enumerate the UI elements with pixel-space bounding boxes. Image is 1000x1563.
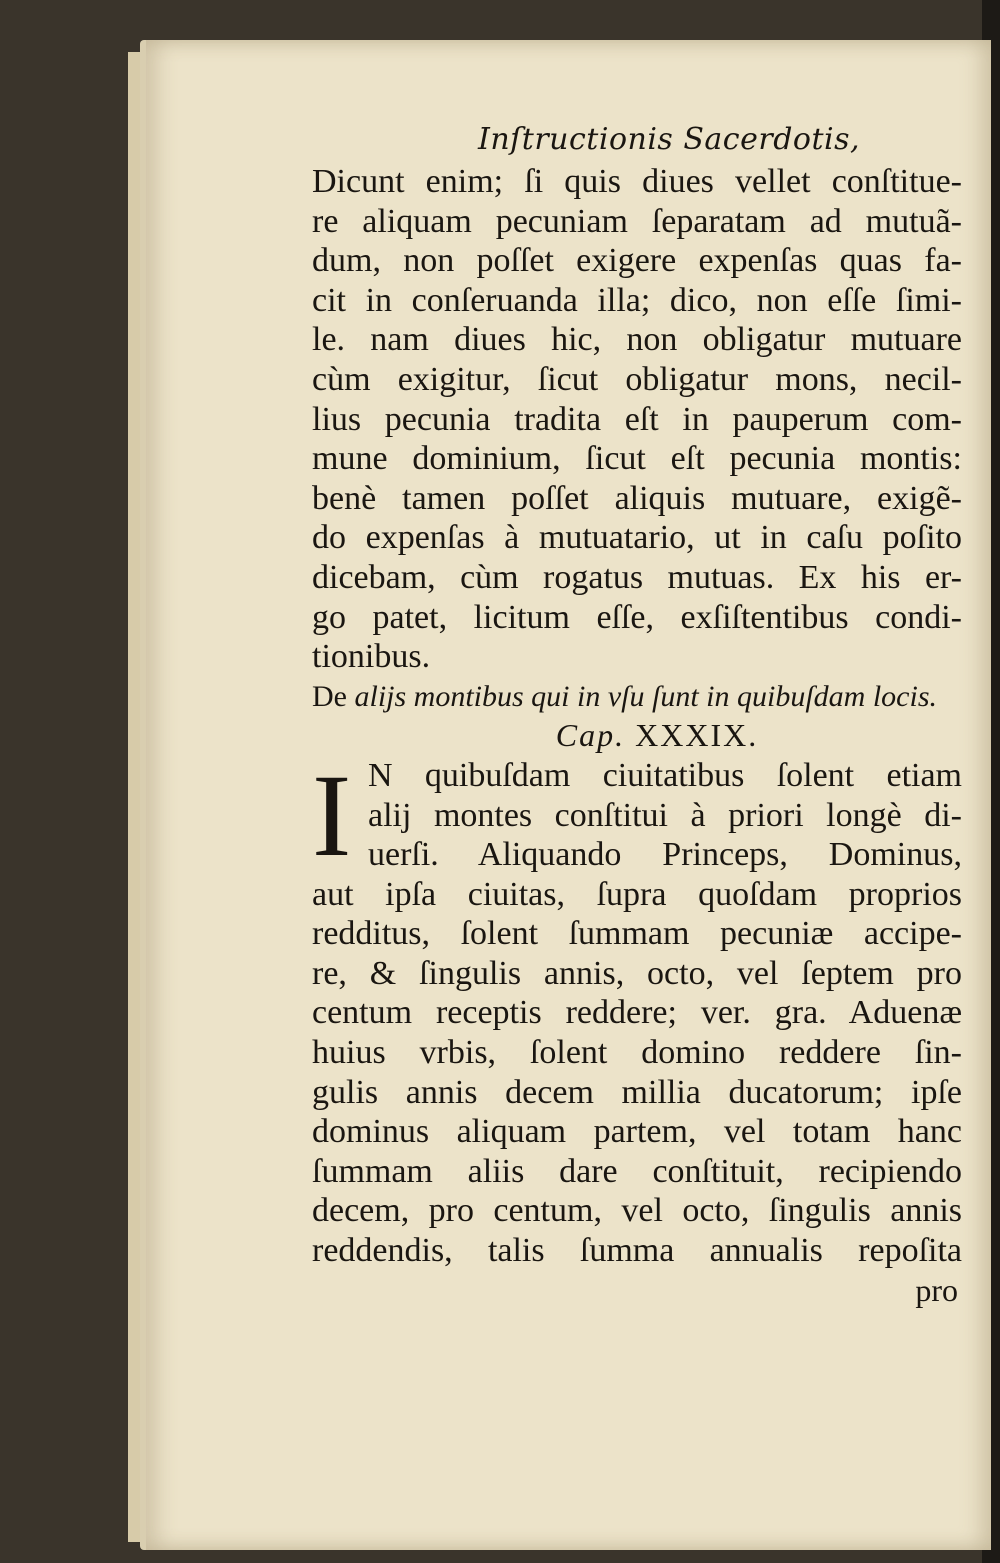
chapter-heading-rest: alijs montibus qui in vſu ſunt in quibuſdam locis. [346,679,937,713]
chapter-heading [312,677,962,717]
text-line: gulis annis decem millia ducatorum; ipſe [312,1073,962,1111]
text-line: alij montes conſtitui à priori longè di- [368,796,962,834]
text-line: re, & ſingulis annis, octo, vel ſeptem pro [312,954,962,992]
text-line: cùm exigitur, ſicut obligatur mons, necil- [312,360,962,398]
text-line: reddendis, talis ſumma annualis repoſita [312,1232,962,1270]
text-line: tionibus. [312,638,431,676]
drop-cap-initial: I [312,749,352,881]
text-line: mune dominium, ſicut eſt pecunia montis: [312,440,962,478]
text-line: lius pecunia tradita eſt in pauperum com- [312,400,962,438]
text-line: benè tamen poſſet aliquis mutuare, exigẽ- [312,479,962,517]
chapter-number [312,716,962,756]
text-line: do expenſas à mutuatario, ut in caſu poſito [312,519,962,557]
text-line: dominus aliquam partem, vel totam hanc [312,1113,962,1151]
text-line: re aliquam pecuniam ſeparatam ad mutuã- [312,202,962,240]
text-line: uerſi. Aliquando Princeps, Dominus, [368,836,962,874]
running-head: Inſtructionis Sacerdotis, [478,122,861,157]
text-line: N quibuſdam ciuitatibus ſolent etiam [368,756,962,794]
text-line: dum, non poſſet exigere expenſas quas fa- [312,242,962,280]
paragraph-2 [312,749,962,1271]
text-line: huius vrbis, ſolent domino reddere ſin- [312,1034,962,1072]
text-line: cit in conſeruanda illa; dico, non eſſe ſimi- [312,281,962,319]
text-line: aut ipſa ciuitas, ſupra quoſdam proprios [312,875,962,913]
text-line: ſummam aliis dare conſtituit, recipiendo [312,1152,962,1190]
chapter-heading-lead: De [312,679,347,713]
text-line: go patet, licitum eſſe, exſiſtentibus condi- [312,598,962,636]
text-line: decem, pro centum, vel octo, ſingulis annis [312,1192,962,1230]
chapter-numeral: XXXIX. [635,717,759,754]
text-line: dicebam, cùm rogatus mutuas. Ex his er- [312,558,962,596]
body-text [312,162,962,1310]
paragraph-1 [312,162,962,677]
catchword: pro [915,1271,958,1308]
text-line: le. nam diues hic, non obligatur mutuare [312,321,962,359]
chapter-label: Cap. [555,717,626,754]
text-line: redditus, ſolent ſummam pecuniæ accipe- [312,915,962,953]
text-line: centum receptis reddere; ver. gra. Aduenæ [312,994,962,1032]
text-line: Dicunt enim; ſi quis diues vellet conſtitue- [312,163,962,200]
